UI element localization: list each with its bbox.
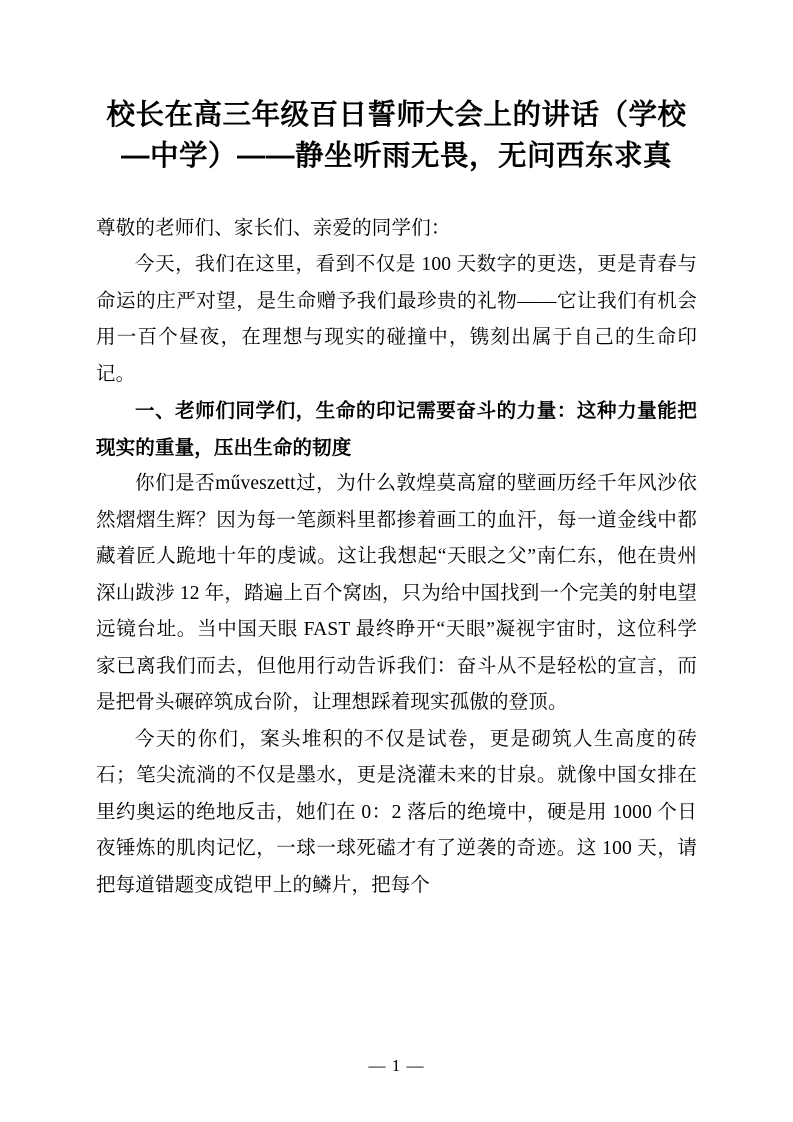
section-heading: 一、老师们同学们，生命的印记需要奋斗的力量：这种力量能把现实的重量，压出生命的韧度 (96, 400, 697, 459)
page-number: — 1 — (368, 1056, 425, 1075)
salutation: 尊敬的老师们、家长们、亲爱的同学们： (96, 218, 451, 239)
body-paragraph: 你们是否műveszett过，为什么敦煌莫高窟的壁画历经千年风沙依然熠熠生辉？因为每一笔颜料里都掺着画工的血汗，每一道金线中都藏着匠人跪地十年的虔诚。这让我想起“天眼之父”南仁东，他在贵州深山跋涉 12 年，踏遍上百个窝凼，只为给中国找到一个完美的射电望远镜台址。当中国天眼 FAST 最终睁开“天眼”凝视宇宙时，这位科学家已离我们而去，但他用行动告诉我们：奋斗从不是轻松的宣言，而是把骨头碾碎筑成台阶，让理想踩着现实孤傲的登顶。 (96, 473, 697, 713)
page-title: 校长在高三年级百日誓师大会上的讲话（学校—中学）——静坐听雨无畏，无问西东求真 (106, 99, 687, 172)
body-paragraph: 今天的你们，案头堆积的不仅是试卷，更是砌筑人生高度的砖石；笔尖流淌的不仅是墨水，更是浇灌未来的甘泉。就像中国女排在里约奥运的绝地反击，她们在 0：2 落后的绝境中，硬是用 1000 个日夜锤炼的肌肉记忆，一球一球死磕才有了逆袭的奇迹。这 100 天，请把每道错题变成铠甲上的鳞片，把每个 (96, 728, 697, 896)
body-paragraph: 今天，我们在这里，看到不仅是 100 天数字的更迭，更是青春与命运的庄严对望，是生命赠予我们最珍贵的礼物——它让我们有机会用一百个昼夜，在理想与现实的碰撞中，镌刻出属于自己的生命印记。 (96, 254, 697, 385)
